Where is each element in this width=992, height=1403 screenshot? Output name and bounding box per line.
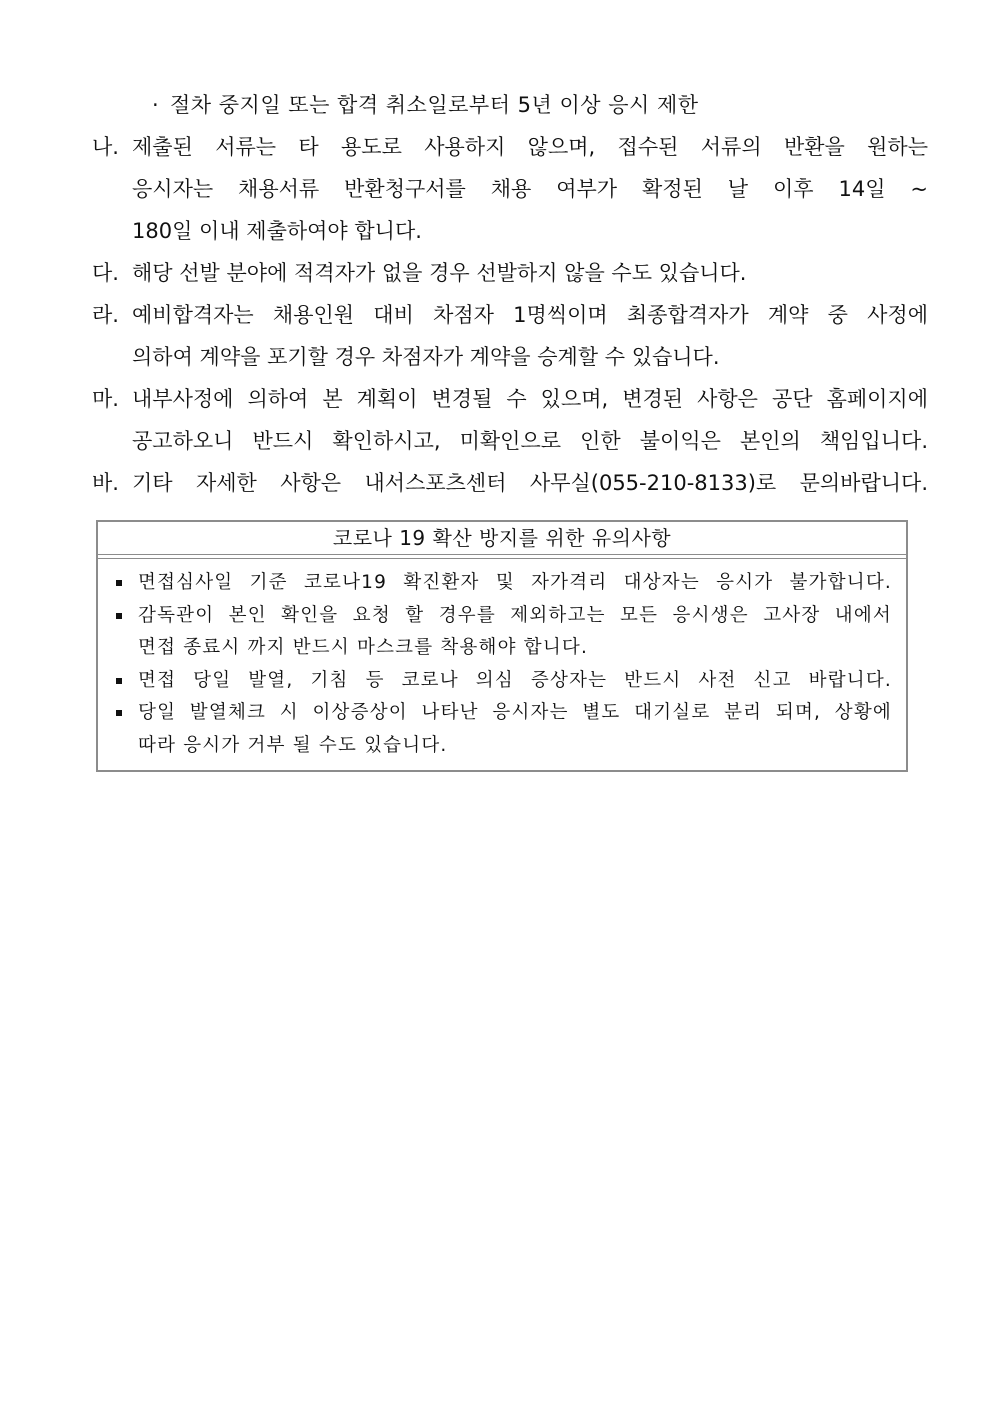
covid-notice-item [116, 567, 892, 600]
notice-marker: 마. [92, 387, 119, 411]
notice-marker: 나. [92, 135, 119, 159]
covid-notice-line: 감독관이 본인 확인을 요청 할 경우를 제외하고는 모든 응시생은 고사장 내에서 [138, 604, 892, 626]
notice-line: 의하여 계약을 포기할 경우 차점자가 계약을 승계할 수 있습니다. [132, 345, 720, 369]
notice-marker: 라. [92, 303, 119, 327]
square-bullet-icon [116, 580, 122, 586]
covid-notice-line: 당일 발열체크 시 이상증상이 나타난 응시자는 별도 대기실로 분리 되며, 상황에 [138, 702, 892, 723]
notice-marker: 다. [92, 261, 119, 285]
notice-line: 내부사정에 의하여 본 계획이 변경될 수 있으며, 변경된 사항은 공단 홈페이지에 [132, 387, 928, 411]
covid-notice-line: 따라 응시가 거부 될 수도 있습니다. [138, 734, 448, 756]
covid-notice-item [116, 697, 892, 762]
notice-line: 응시자는 채용서류 반환청구서를 채용 여부가 확정된 날 이후 14일 ~ [132, 177, 928, 201]
notice-item-ra [92, 294, 928, 378]
covid-notice-item [116, 600, 892, 665]
covid-notice-line: 면접 종료시 까지 반드시 마스크를 착용해야 합니다. [138, 637, 589, 658]
notice-line: 해당 선발 분야에 적격자가 없을 경우 선발하지 않을 수도 있습니다. [132, 261, 747, 285]
covid-notice-box [96, 520, 908, 772]
notice-item-da [92, 252, 928, 294]
square-bullet-icon [116, 710, 122, 716]
covid-notice-title: 코로나 19 확산 방지를 위한 유의사항 [98, 522, 906, 555]
covid-notice-list [98, 559, 906, 770]
covid-notice-item [116, 665, 892, 698]
notice-list [92, 126, 928, 504]
notice-line: 180일 이내 제출하여야 합니다. [132, 219, 422, 243]
notice-line: 공고하오니 반드시 확인하시고, 미확인으로 인한 불이익은 본인의 책임입니다. [132, 429, 928, 453]
sub-item-marker: · [152, 93, 160, 117]
notice-line: 기타 자세한 사항은 내서스포츠센터 사무실(055-210-8133)로 문의바랍니다. [132, 471, 928, 495]
covid-notice-line: 면접 당일 발열, 기침 등 코로나 의심 증상자는 반드시 사전 신고 바랍니다. [138, 669, 892, 691]
notice-item-ba [92, 462, 928, 504]
covid-notice-line: 면접심사일 기준 코로나19 확진환자 및 자가격리 대상자는 응시가 불가합니다. [138, 572, 892, 593]
notice-line: 예비합격자는 채용인원 대비 차점자 1명씩이며 최종합격자가 계약 중 사정에 [132, 303, 928, 327]
notice-line: 제출된 서류는 타 용도로 사용하지 않으며, 접수된 서류의 반환을 원하는 [132, 135, 928, 159]
notice-item-na [92, 126, 928, 252]
square-bullet-icon [116, 613, 122, 619]
notice-marker: 바. [92, 471, 119, 495]
notice-item-ma [92, 378, 928, 462]
sub-item-restriction [152, 90, 699, 120]
square-bullet-icon [116, 678, 122, 684]
sub-item-text: 절차 중지일 또는 합격 취소일로부터 5년 이상 응시 제한 [170, 93, 699, 117]
